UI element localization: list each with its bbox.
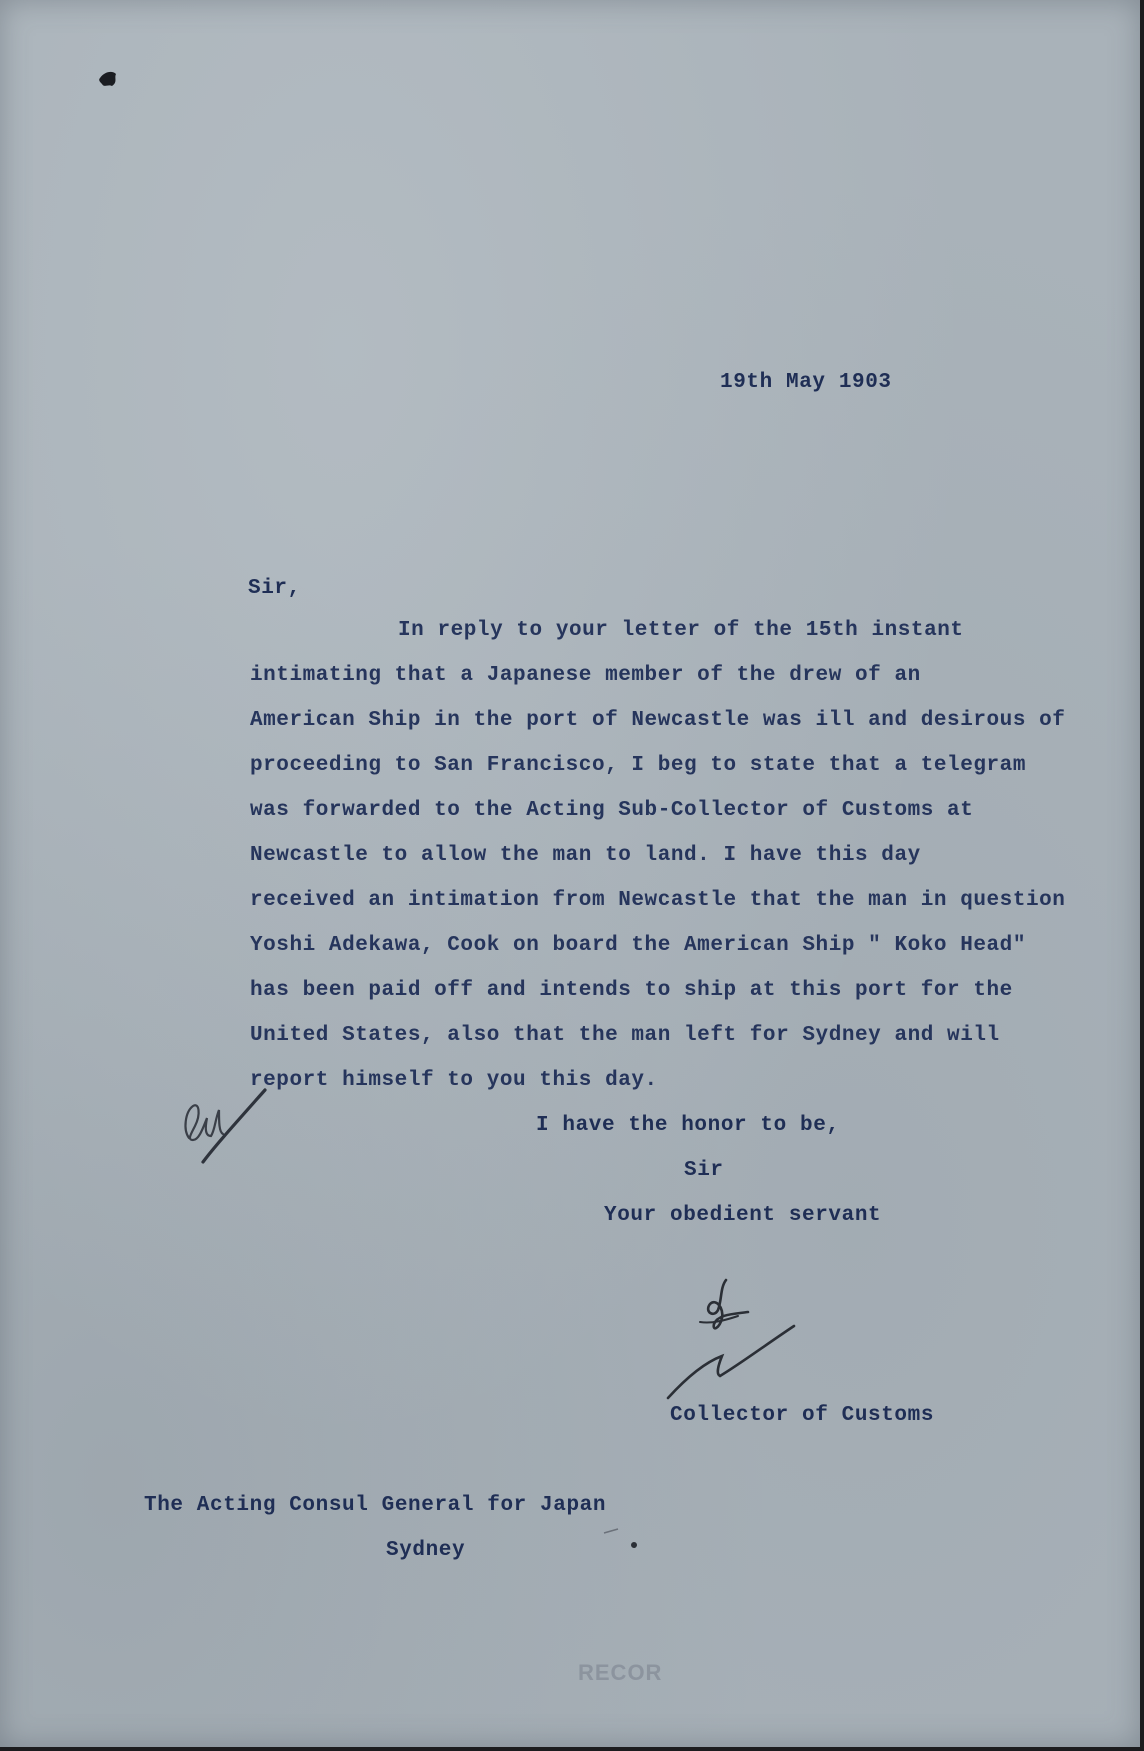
margin-initials: [175, 1070, 275, 1170]
body-line: Yoshi Adekawa, Cook on board the American Ship " Koko Head": [250, 934, 1026, 957]
body-line: proceeding to San Francisco, I beg to state that a telegram: [250, 754, 1026, 777]
letter-date: 19th May 1903: [720, 371, 892, 394]
addressee-line: The Acting Consul General for Japan: [144, 1494, 607, 1517]
addressee-city: Sydney: [386, 1539, 466, 1562]
body-line: was forwarded to the Acting Sub-Collector of Customs at: [250, 799, 974, 822]
closing-line: I have the honor to be,: [536, 1114, 840, 1137]
signatory-title: Collector of Customs: [670, 1404, 935, 1427]
body-line: intimating that a Japanese member of the drew of an: [250, 664, 921, 687]
body-line: received an intimation from Newcastle that the man in question: [250, 889, 1066, 912]
body-line: American Ship in the port of Newcastle was ill and desirous of: [250, 709, 1066, 732]
ink-blot: [94, 66, 124, 96]
body-line: United States, also that the man left for Sydney and will: [250, 1024, 1000, 1047]
closing-servant: Your obedient servant: [604, 1204, 882, 1227]
body-line: has been paid off and intends to ship at this port for the: [250, 979, 1013, 1002]
record-stamp: RECOR: [578, 1660, 663, 1685]
salutation: Sir,: [248, 577, 301, 600]
closing-sir: Sir: [684, 1159, 724, 1182]
body-line: In reply to your letter of the 15th instant: [398, 619, 964, 642]
body-line: Newcastle to allow the man to land. I have this day: [250, 844, 921, 867]
ink-dot: [600, 1525, 640, 1555]
signature: [660, 1270, 810, 1405]
body-line: report himself to you this day.: [250, 1069, 658, 1092]
